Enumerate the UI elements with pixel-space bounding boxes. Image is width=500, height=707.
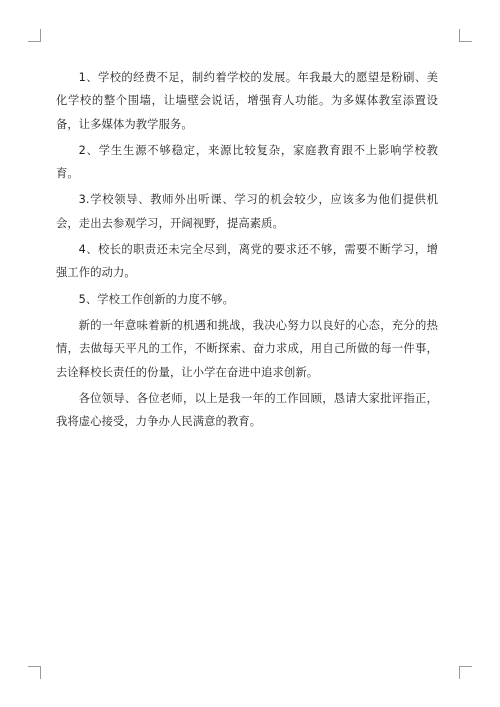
crop-mark-top-right [459,29,472,42]
paragraph-closing: 各位领导、各位老师，以上是我一年的工作回顾，恳请大家批评指正，我将虚心接受，力争办人民满意的教育。 [56,391,438,429]
paragraph-learning-opportunities: 3.学校领导、教师外出听课、学习的机会较少，应该多为他们提供机会，走出去参观学习，开阔视野，提高素质。 [56,193,438,230]
crop-mark-bottom-right [459,666,472,679]
paragraph-innovation: 5、学校工作创新的力度不够。 [78,292,235,306]
paragraph-student-source: 2、学生生源不够稳定，来源比较复杂，家庭教育跟不上影响学校教育。 [56,143,438,181]
paragraph-principal-duties: 4、校长的职责还未完全尽到，离党的要求还不够，需要不断学习，增强工作的动力。 [56,243,438,280]
crop-mark-top-left [28,29,41,42]
crop-mark-bottom-left [28,666,41,679]
document-body [56,66,438,436]
paragraph-new-year: 新的一年意味着新的机遇和挑战，我决心努力以良好的心态，充分的热情，去做每天平凡的工作，不断探索、奋力求成，用自己所做的每一件事，去诠释校长责任的份量，让小学在奋进中追求创新。 [56,318,438,379]
paragraph-funding: 1、学校的经费不足，制约着学校的发展。年我最大的愿望是粉刷、美化学校的整个围墙，让墙壁会说话，增强育人功能。为多媒体教室添置设备，让多媒体为教学服务。 [56,71,438,131]
